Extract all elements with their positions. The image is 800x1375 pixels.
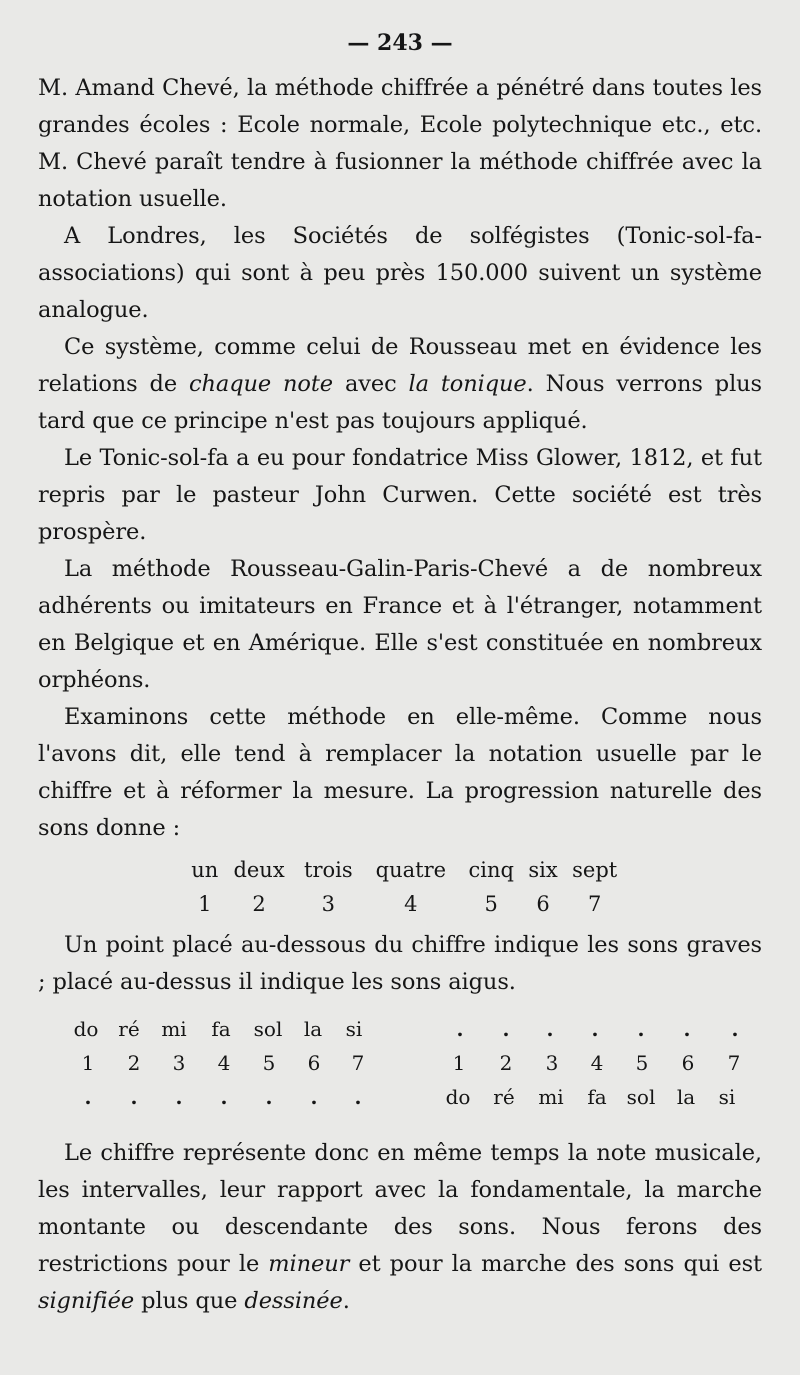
paragraph-6: Examinons cette méthode en elle-même. Comme nous l'avons dit, elle tend à remplacer la notation usuelle par le chiffre et à réformer la mesure. La progression naturelle des sons donne : [38, 704, 762, 841]
number-digit: 7 [588, 892, 602, 916]
number-word: sept [572, 858, 618, 882]
scale-digits-row [38, 1051, 762, 1081]
note-name-low: si [345, 1017, 363, 1041]
number-word: cinq [468, 858, 514, 882]
paragraph-8 [38, 1135, 762, 1320]
high-octave-dot: . [591, 1017, 599, 1041]
note-name-low: ré [118, 1017, 140, 1041]
octave-notation-example [38, 1017, 762, 1115]
scale-digit: 7 [351, 1051, 365, 1075]
low-octave-dot: . [175, 1085, 183, 1109]
high-octave-dot: . [637, 1017, 645, 1041]
high-octave-dot: . [683, 1017, 691, 1041]
paragraph-8-italic-dessinee: dessinée [244, 1288, 343, 1314]
scale-digit: 1 [81, 1051, 95, 1075]
number-word: un [191, 858, 219, 882]
number-word: six [528, 858, 558, 882]
number-words-row [186, 853, 626, 887]
paragraph-5: La méthode Rousseau-Galin-Paris-Chevé a de nombreux adhérents ou imitateurs en France et à l'étranger, notamment en Belgique et en Amérique. Elle s'est constituée en nombreux orphéons. [38, 556, 762, 693]
low-octave-dot: . [130, 1085, 138, 1109]
scale-digit: 6 [681, 1051, 695, 1075]
number-digit: 6 [536, 892, 550, 916]
low-octave-dot: . [220, 1085, 228, 1109]
low-octave-dot: . [84, 1085, 92, 1109]
note-name-low: la [303, 1017, 323, 1041]
paragraph-8-text-e: plus que [134, 1288, 245, 1314]
number-digit: 5 [484, 892, 498, 916]
scale-bottom-row [38, 1085, 762, 1115]
paragraph-3-text-a: Ce système, comme celui de Rousseau met en évidence les relations de [38, 334, 762, 397]
scale-digit: 2 [127, 1051, 141, 1075]
scale-digit: 2 [499, 1051, 513, 1075]
low-octave-dot: . [265, 1085, 273, 1109]
note-name-high: si [718, 1085, 736, 1109]
paragraph-8-text-g: . [342, 1288, 350, 1314]
paragraph-3-text-e: . Nous verrons plus tard que ce principe n'est pas toujours appliqué. [38, 371, 763, 434]
scale-digit: 6 [307, 1051, 321, 1075]
scale-digit: 3 [172, 1051, 186, 1075]
paragraph-4: Le Tonic-sol-fa a eu pour fondatrice Miss Glower, 1812, et fut repris par le pasteur John Curwen. Cette société est très prospère. [38, 445, 762, 545]
paragraph-8-italic-mineur: mineur [268, 1251, 350, 1277]
scale-digit: 5 [635, 1051, 649, 1075]
number-word: deux [233, 858, 285, 882]
scale-digit: 4 [590, 1051, 604, 1075]
scale-digit: 5 [262, 1051, 276, 1075]
scale-top-row [38, 1017, 762, 1047]
paragraph-8-text-a: Le chiffre représente donc en même temps la note musicale, les intervalles, leur rapport avec la fondamentale, la marche montante ou descendante des sons. Nous ferons des restrictions pour le [38, 1140, 762, 1277]
note-name-high: ré [493, 1085, 515, 1109]
number-word: trois [304, 858, 353, 882]
note-name-high: sol [626, 1085, 656, 1109]
note-name-low: do [73, 1017, 99, 1041]
number-word: quatre [375, 858, 447, 882]
number-digit: 1 [198, 892, 212, 916]
note-name-high: la [676, 1085, 696, 1109]
paragraph-8-text-c: et pour la marche des sons qui est [349, 1251, 762, 1277]
note-name-low: mi [161, 1017, 187, 1041]
numbers-table [186, 853, 626, 921]
number-digit: 2 [252, 892, 266, 916]
page-body [38, 70, 762, 1320]
paragraph-3-text-c: avec [333, 371, 409, 397]
number-digits-row [186, 887, 626, 921]
note-name-high: mi [538, 1085, 564, 1109]
paragraph-2: A Londres, les Sociétés de solfégistes (Tonic-sol-fa-associations) qui sont à peu près 150.000 suivent un système analogue. [38, 223, 762, 323]
paragraph-3-italic-la-tonique: la tonique [408, 371, 527, 397]
number-digit: 3 [321, 892, 336, 916]
number-digit: 4 [404, 892, 418, 916]
note-name-low: fa [211, 1017, 231, 1041]
note-name-high: fa [587, 1085, 607, 1109]
paragraph-3 [38, 329, 762, 440]
scale-digit: 3 [545, 1051, 559, 1075]
paragraph-3-italic-chaque-note: chaque note [188, 371, 334, 397]
paragraph-8-italic-signifiee: signifiée [38, 1288, 135, 1314]
note-name-low: sol [253, 1017, 283, 1041]
low-octave-dot: . [310, 1085, 318, 1109]
high-octave-dot: . [456, 1017, 464, 1041]
scale-digit: 1 [452, 1051, 466, 1075]
low-octave-dot: . [354, 1085, 362, 1109]
scale-digit: 7 [727, 1051, 741, 1075]
paragraph-7: Un point placé au-dessous du chiffre indique les sons graves ; placé au-dessus il indique les sons aigus. [38, 932, 762, 995]
high-octave-dot: . [731, 1017, 739, 1041]
scale-digit: 4 [217, 1051, 231, 1075]
note-name-high: do [445, 1085, 471, 1109]
paragraph-1: M. Amand Chevé, la méthode chiffrée a pénétré dans toutes les grandes écoles : Ecole normale, Ecole polytechnique etc., etc. M. Chevé paraît tendre à fusionner la méthode chiffrée avec la notation usuelle. [38, 75, 762, 212]
high-octave-dot: . [546, 1017, 554, 1041]
high-octave-dot: . [502, 1017, 510, 1041]
page-number: — 243 — [347, 30, 453, 56]
